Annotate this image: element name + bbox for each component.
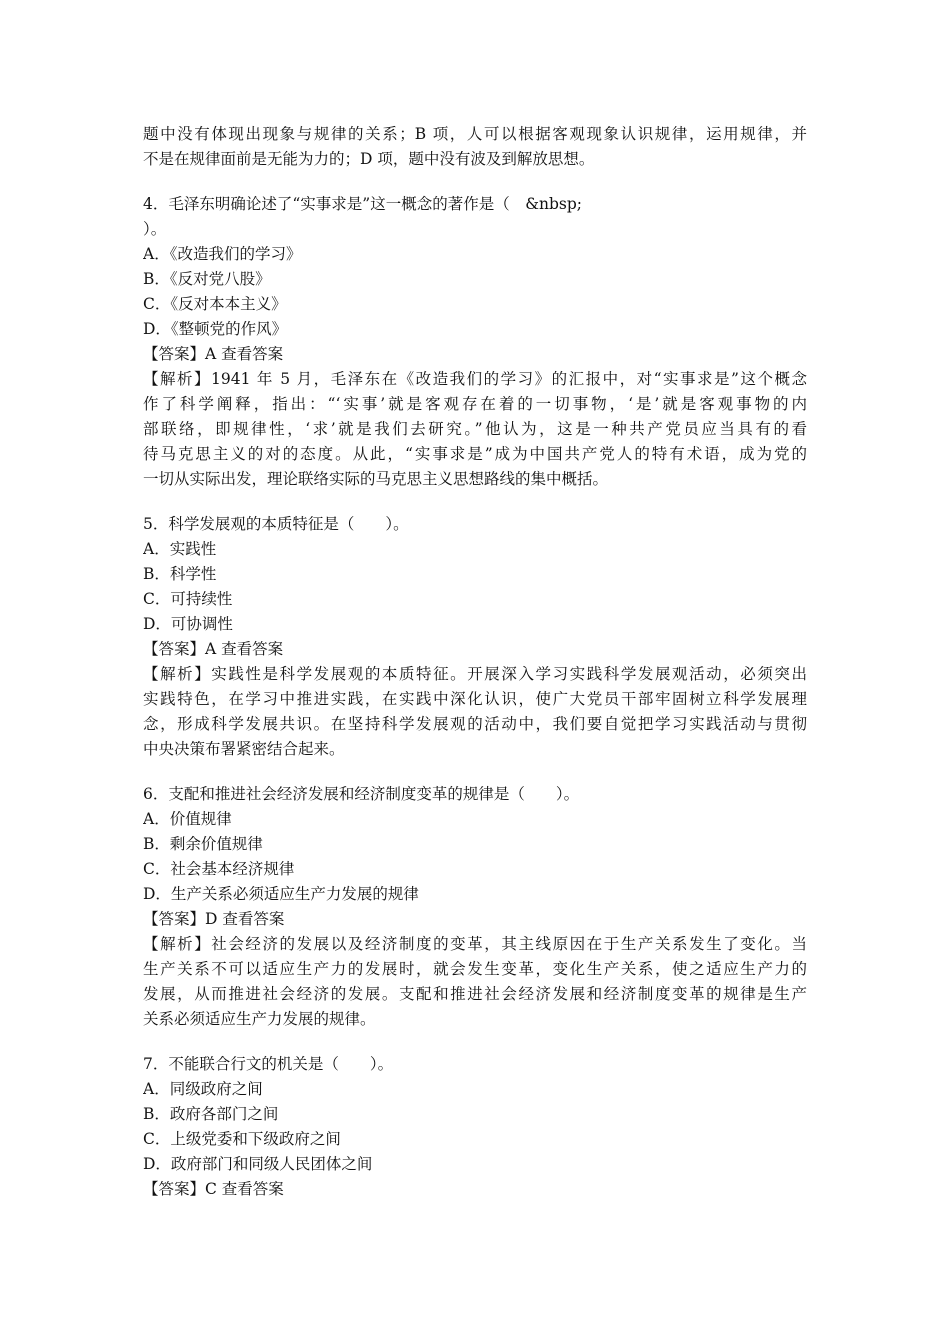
analysis-line: 一切从实际出发，理论联络实际的马克思主义思想路线的集中概括。 <box>143 470 609 488</box>
question-stem: ）。 <box>143 220 167 238</box>
option-c: C．《反对本本主义》 <box>143 295 287 313</box>
question-stem: 7．不能联合行文的机关是（ ）。 <box>143 1055 394 1073</box>
option-b: B．科学性 <box>143 565 217 583</box>
option-b: B．《反对党八股》 <box>143 270 271 288</box>
option-a: A．同级政府之间 <box>143 1080 263 1098</box>
analysis-line: 关系必须适应生产力发展的规律。 <box>143 1010 376 1028</box>
question-5 <box>143 512 807 762</box>
analysis-line: 部联络，即规律性，‘求’就是我们去研究。”他认为，这是一种共产党员应当具有的看 <box>143 420 807 438</box>
question-stem: 4．毛泽东明确论述了“实事求是”这一概念的著作是（ &nbsp; <box>143 195 583 213</box>
analysis-line: 【解析】1941 年 5 月，毛泽东在《改造我们的学习》的汇报中，对“实事求是”这个概念 <box>143 370 807 388</box>
question-7 <box>143 1052 807 1202</box>
answer-line: 【答案】C 查看答案 <box>143 1180 284 1198</box>
analysis-line: 待马克思主义的对的态度。从此，“实事求是”成为中国共产党人的特有术语，成为党的 <box>143 445 807 463</box>
option-c: C．可持续性 <box>143 590 233 608</box>
option-b: B．剩余价值规律 <box>143 835 263 853</box>
option-a: A．实践性 <box>143 540 217 558</box>
option-d: D．生产关系必须适应生产力发展的规律 <box>143 885 419 903</box>
intro-line: 题中没有体现出现象与规律的关系；B 项，人可以根据客观现象认识规律，运用规律，并 <box>143 125 807 143</box>
question-stem: 6．支配和推进社会经济发展和经济制度变革的规律是（ ）。 <box>143 785 580 803</box>
option-b: B．政府各部门之间 <box>143 1105 279 1123</box>
question-4 <box>143 192 807 492</box>
analysis-line: 发展，从而推进社会经济的发展。支配和推进社会经济发展和经济制度变革的规律是生产 <box>143 985 807 1003</box>
option-d: D．《整顿党的作风》 <box>143 320 288 338</box>
analysis-line: 作了科学阐释，指出：“‘实事’就是客观存在着的一切事物，‘是’就是客观事物的内 <box>143 395 807 413</box>
option-c: C．社会基本经济规律 <box>143 860 295 878</box>
question-6 <box>143 782 807 1032</box>
option-c: C．上级党委和下级政府之间 <box>143 1130 341 1148</box>
analysis-line: 实践特色，在学习中推进实践，在实践中深化认识，使广大党员干部牢固树立科学发展理 <box>143 690 807 708</box>
analysis-line: 【解析】社会经济的发展以及经济制度的变革，其主线原因在于生产关系发生了变化。当 <box>143 935 807 953</box>
question-stem: 5．科学发展观的本质特征是（ ）。 <box>143 515 409 533</box>
document-body <box>143 122 807 1202</box>
option-a: A．价值规律 <box>143 810 232 828</box>
analysis-line: 【解析】实践性是科学发展观的本质特征。开展深入学习实践科学发展观活动，必须突出 <box>143 665 807 683</box>
analysis-line: 念，形成科学发展共识。在坚持科学发展观的活动中，我们要自觉把学习实践活动与贯彻 <box>143 715 807 733</box>
analysis-line: 生产关系不可以适应生产力的发展时，就会发生变革，变化生产关系，使之适应生产力的 <box>143 960 807 978</box>
answer-line: 【答案】A 查看答案 <box>143 345 284 363</box>
answer-line: 【答案】D 查看答案 <box>143 910 285 928</box>
intro-line: 不是在规律面前是无能为力的；D 项，题中没有波及到解放思想。 <box>143 150 595 168</box>
answer-line: 【答案】A 查看答案 <box>143 640 284 658</box>
analysis-line: 中央决策布署紧密结合起来。 <box>143 740 345 758</box>
option-d: D．政府部门和同级人民团体之间 <box>143 1155 373 1173</box>
option-d: D．可协调性 <box>143 615 233 633</box>
option-a: A．《改造我们的学习》 <box>143 245 302 263</box>
